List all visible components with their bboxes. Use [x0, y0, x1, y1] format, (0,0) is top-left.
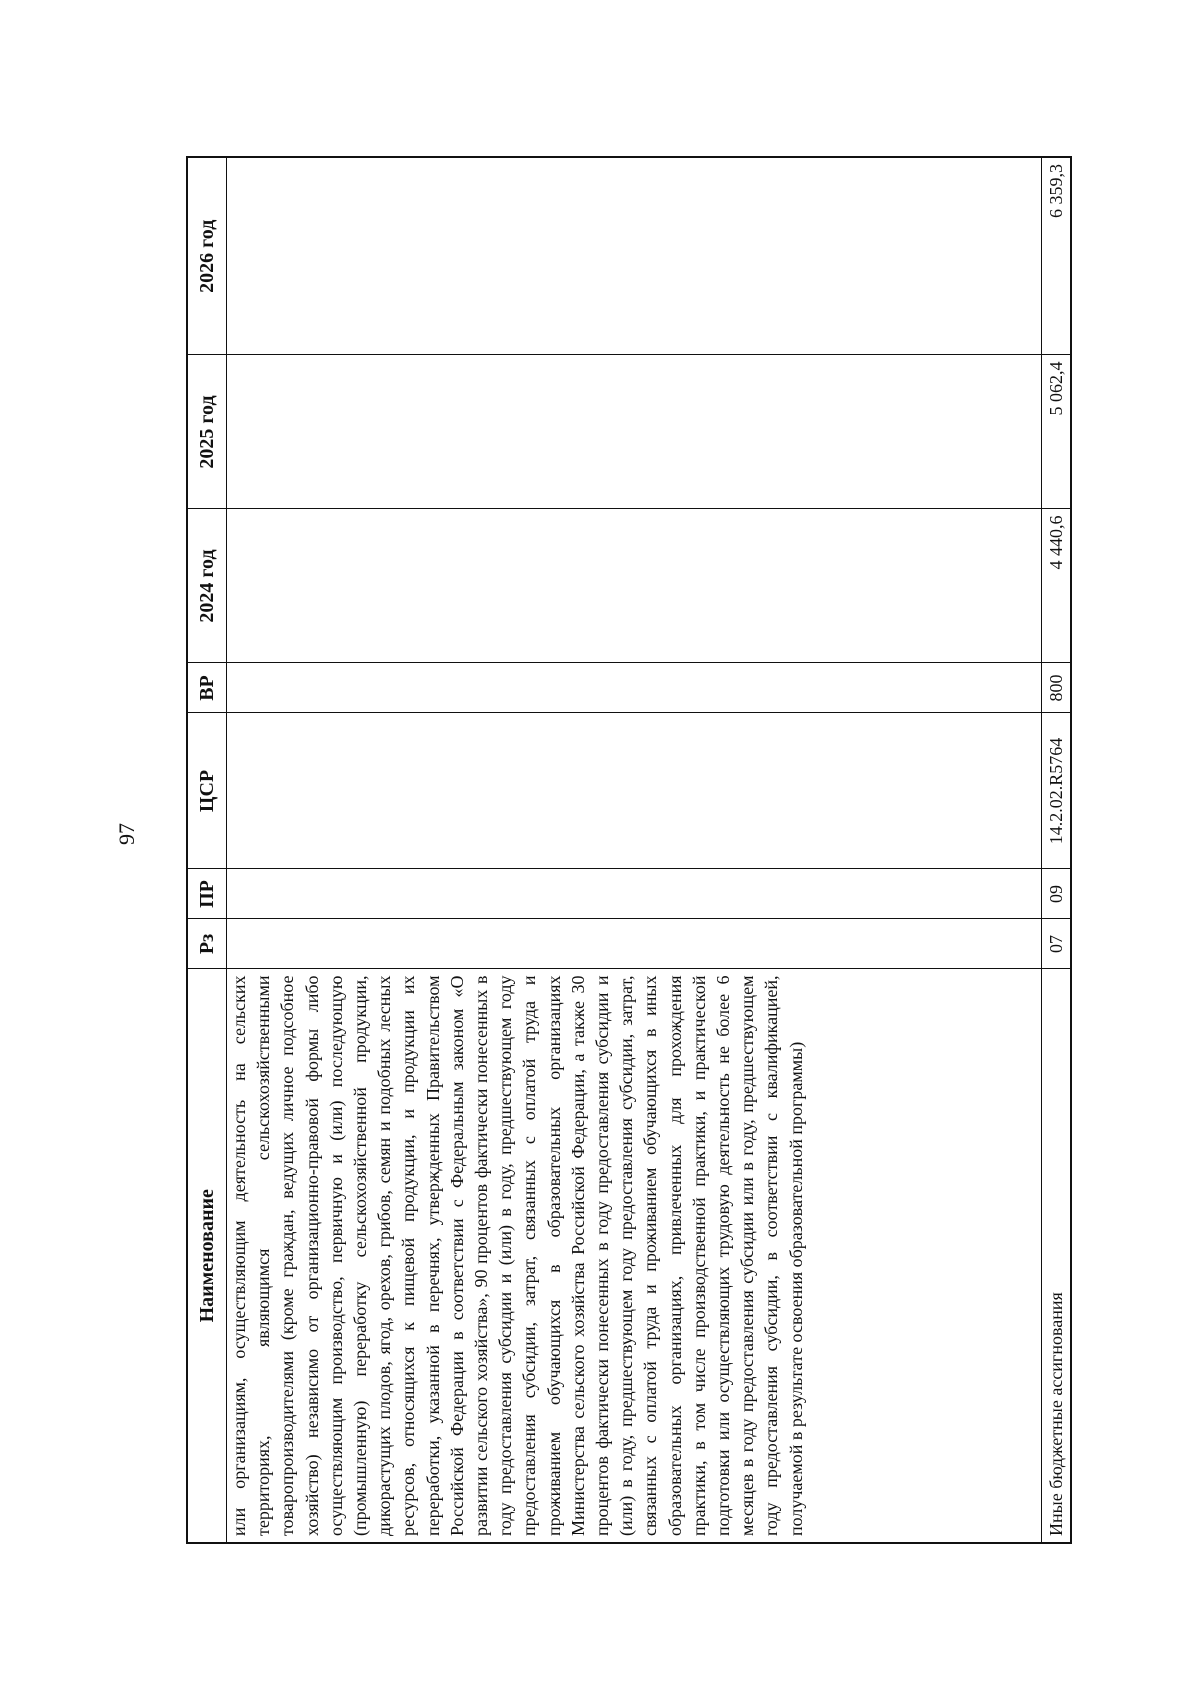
header-name: Наименование: [187, 969, 227, 1543]
description-row: [227, 157, 1042, 1543]
description-pr: [227, 869, 1042, 919]
header-pr: ПР: [187, 869, 227, 919]
description-vr: [227, 663, 1042, 713]
description-2025: [227, 355, 1042, 509]
description-rz: [227, 919, 1042, 969]
header-row: [187, 157, 227, 1543]
total-pr: 09: [1042, 869, 1072, 919]
table-rotator: [186, 158, 1072, 1544]
total-row: [1042, 157, 1072, 1543]
description-2024: [227, 509, 1042, 663]
total-rz: 07: [1042, 919, 1072, 969]
header-2025: 2025 год: [187, 355, 227, 509]
rotated-sheet: [186, 158, 1072, 1544]
header-2026: 2026 год: [187, 157, 227, 355]
total-2025: 5 062,4: [1042, 355, 1072, 509]
description-csr: [227, 713, 1042, 869]
description-text: или организациям, осуществляющим деятельность на сельских территориях, являющимся сельскохозяйственными товаропроизводителями (кроме граждан, ведущих личное подсобное хозяйство) независимо от организационно-правовой формы либо осуществляющим производство, первичную и (или) последующую (промышленную) переработку сельскохозяйственной продукции, дикорастущих плодов, ягод, орехов, грибов, семян и подобных лесных ресурсов, относящихся к пищевой продукции, и продукции их переработки, указанной в перечнях, утвержденных Правительством Российской Федерации в соответствии с Федеральным законом «О развитии сельского хозяйства», 90 процентов фактически понесенных в году предоставления субсидии и (или) в году, предшествующем году предоставления субсидии, затрат, связанных с оплатой труда и проживанием обучающихся в образовательных организациях Министерства сельского хозяйства Российской Федерации, а также 30 процентов фактически понесенных в году предоставления субсидии и (или) в году, предшествующем году предоставления субсидии, затрат, связанных с оплатой труда и проживанием обучающихся в иных образовательных организациях, привлеченных для прохождения практики, в том числе производственной практики, и практической подготовки или осуществляющих трудовую деятельность не более 6 месяцев в году предоставления субсидии или в году, предшествующем году предоставления субсидии, в соответствии с квалификацией, получаемой в результате освоения образовательной программы): [227, 969, 1042, 1543]
total-csr: 14.2.02.R5764: [1042, 713, 1072, 869]
budget-table: [186, 156, 1072, 1544]
total-vr: 800: [1042, 663, 1072, 713]
total-name: Иные бюджетные ассигнования: [1042, 969, 1072, 1543]
description-2026: [227, 157, 1042, 355]
header-rz: Рз: [187, 919, 227, 969]
total-2026: 6 359,3: [1042, 157, 1072, 355]
total-2024: 4 440,6: [1042, 509, 1072, 663]
header-vr: ВР: [187, 663, 227, 713]
header-2024: 2024 год: [187, 509, 227, 663]
header-csr: ЦСР: [187, 713, 227, 869]
page-number: 97: [114, 823, 139, 845]
